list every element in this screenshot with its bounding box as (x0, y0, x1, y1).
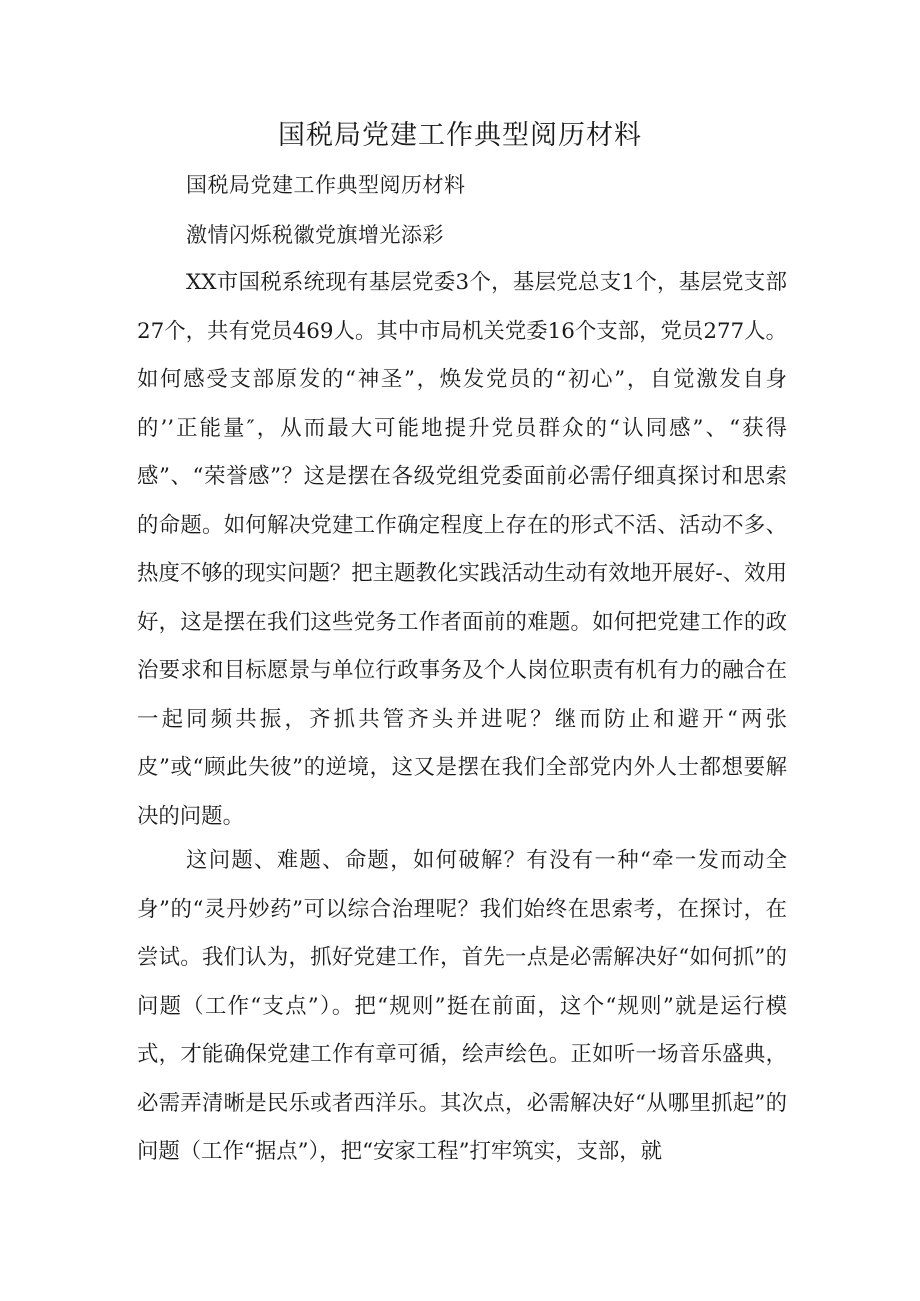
document-subtitle: 国税局党建工作典型阅历材料 (186, 173, 466, 197)
document-title: 国税局党建工作典型阅历材料 (278, 120, 642, 151)
document-heading: 激情闪烁税徽党旗增光添彩 (186, 223, 444, 247)
body-paragraph-1: XX市国税系统现有基层党委3个，基层党总支1个，基层党支部27个，共有党员469人。其中市局机关党委16个支部，党员277人。如何感受支部原发的“神圣”，焕发党员的“初心”，自觉激发自身的’’正能量″，从而最大可能地提升党员群众的“认同感”、“获得感”、“荣誉感”？这是摆在各级党组党委面前必需仔细真探讨和思索的命题。如何解决党建工作确定程度上存在的形式不活、活动不多、热度不够的现实问题？把主题教化实践活动生动有效地开展好-、效用好，这是摆在我们这些党务工作者面前的难题。如何把党建工作的政治要求和目标愿景与单位行政事务及个人岗位职责有机有力的融合在一起同频共振，齐抓共管齐头并进呢？继而防止和避开“两张皮”或“顾此失彼”的逆境，这又是摆在我们全部党内外人士都想要解决的问题。 (137, 270, 787, 829)
body-paragraph-2: 这问题、难题、命题，如何破解？有没有一种“牵一发而动全身”的“灵丹妙药”可以综合治理呢？我们始终在思索考，在探讨，在尝试。我们认为，抓好党建工作，首先一点是必需解决好“如何抓”的问题（工作“支点”）。把“规则”挺在前面，这个“规则”就是运行模式，才能确保党建工作有章可循，绘声绘色。正如听一场音乐盛典，必需弄清晰是民乐或者西洋乐。其次点，必需解决好“从哪里抓起”的问题（工作“据点”），把“安家工程”打牢筑实，支部，就 (137, 848, 787, 1164)
